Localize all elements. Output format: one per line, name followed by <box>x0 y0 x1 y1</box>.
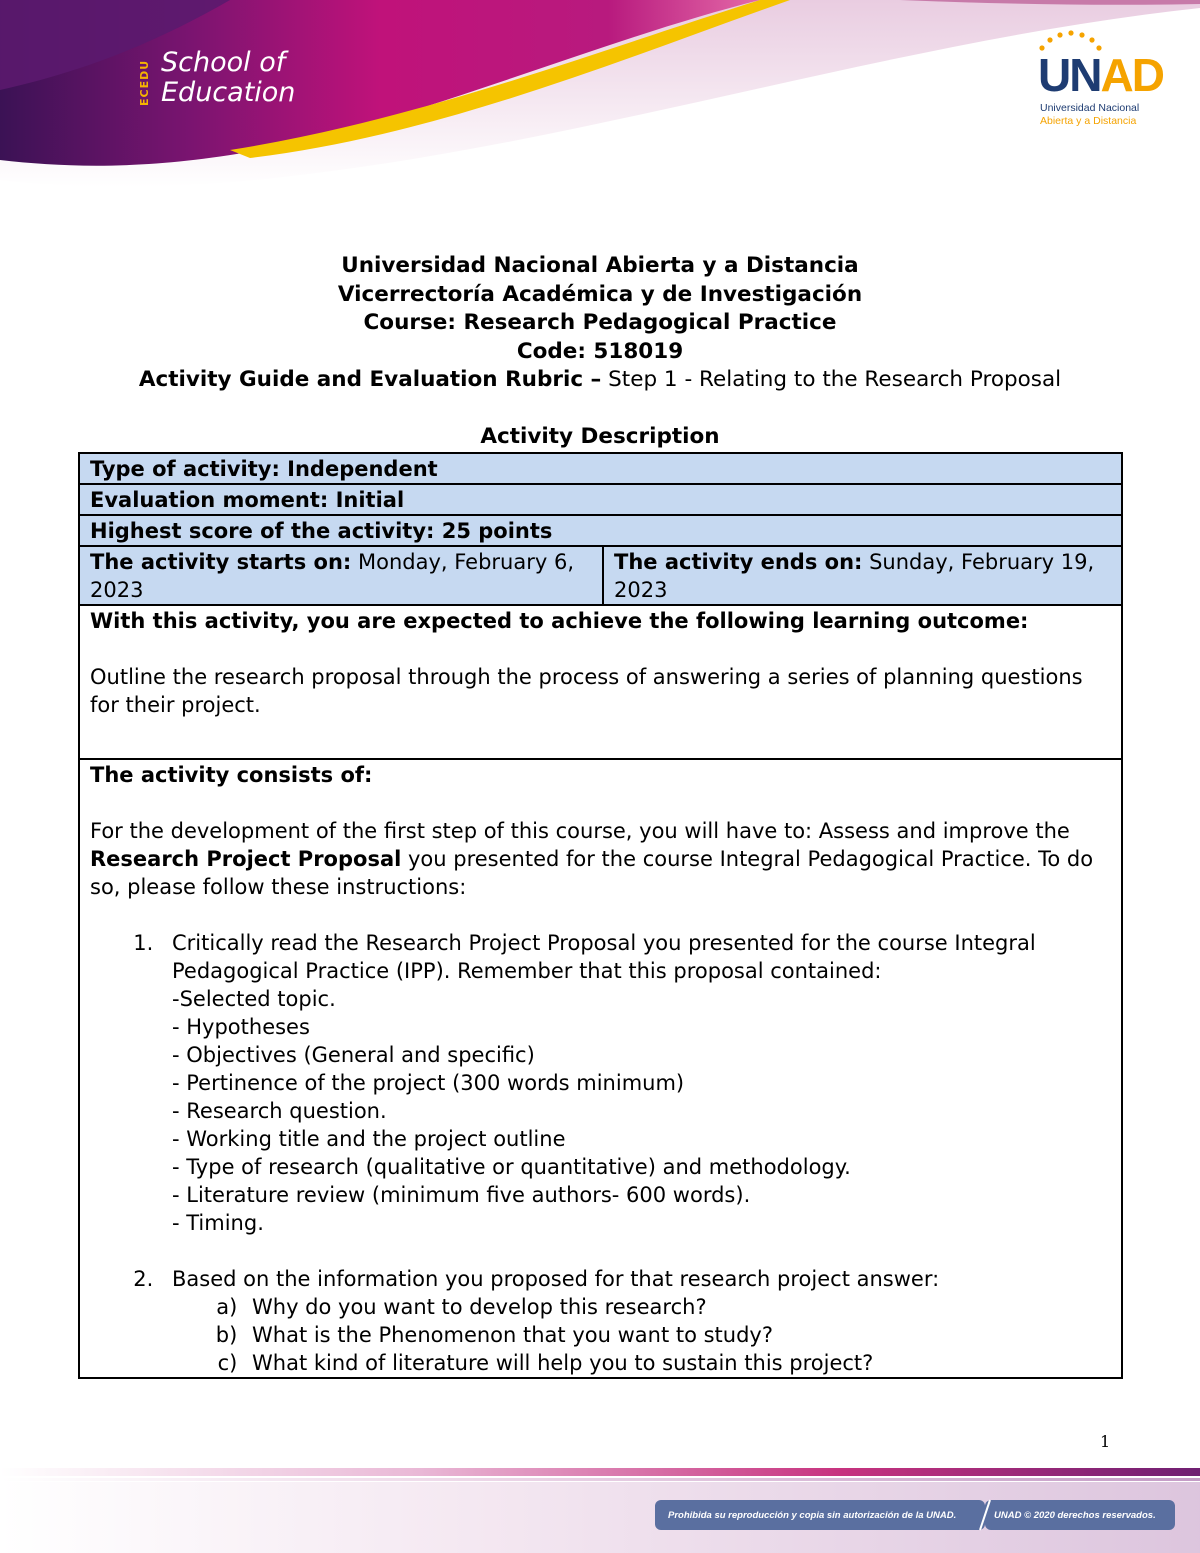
table-row <box>79 515 1122 546</box>
school-line-2: Education <box>161 77 296 108</box>
table-row <box>79 453 1122 484</box>
learning-outcome-text: Outline the research proposal through the process of answering a series of planning questions for their project. <box>90 665 1083 717</box>
page-number: 1 <box>1100 1432 1111 1451</box>
unad-subtitle-1: Universidad Nacional <box>1040 102 1140 114</box>
list-item: - Timing. <box>172 1211 264 1235</box>
university-name: Universidad Nacional Abierta y a Distancia <box>341 253 859 278</box>
learning-outcome-label: With this activity, you are expected to achieve the following learning outcome: <box>90 609 1029 633</box>
list-item: 1. Critically read the Research Project Proposal you presented for the course Integral Pedagogical Practice (IPP). Remember that this proposal contained: -Selected topic. - Hypotheses - Objectives (General and specific) - Pertinence of the project (300 words minimum) - Research question. - Working title and the project outline - Type of research (qualitative or quantitative) and methodology. - Literature review (minimum five authors- 600 words). - Timing. <box>160 929 1111 1265</box>
step2-sublist <box>172 1293 1111 1377</box>
document-header <box>0 252 1200 395</box>
list-item: - Working title and the project outline <box>172 1127 566 1151</box>
table-row <box>79 605 1122 759</box>
rights-notice: UNAD © 2020 derechos reservados. <box>994 1510 1156 1521</box>
activity-table <box>78 452 1123 1379</box>
consists-intro: For the development of the first step of this course, you will have to: Assess and improve the Research Project Proposal you presented for the course Integral Pedagogical Practice. To do so, please follow these instructions: <box>90 819 1094 899</box>
guide-title: Activity Guide and Evaluation Rubric – Step 1 - Relating to the Research Proposal <box>138 367 1062 393</box>
list-item: - Pertinence of the project (300 words minimum) <box>172 1071 685 1095</box>
highest-score: Highest score of the activity: 25 points <box>79 515 1122 546</box>
type-of-activity: Type of activity: Independent <box>79 453 1122 484</box>
activity-description-title: Activity Description <box>480 424 720 449</box>
vice-rectory: Vicerrectoría Académica y de Investigación <box>337 281 863 307</box>
copyright-notice: Prohibida su reproducción y copia sin autorización de la UNAD. <box>668 1510 957 1521</box>
evaluation-moment: Evaluation moment: Initial <box>79 484 1122 515</box>
ecedu-label: ECEDU <box>138 59 151 107</box>
list-item: - Objectives (General and specific) <box>172 1043 535 1067</box>
list-item: c. What kind of literature will help you to sustain this project? <box>244 1349 1111 1377</box>
table-row <box>79 546 1122 605</box>
list-item: -Selected topic. <box>172 987 336 1011</box>
list-item: a. Why do you want to develop this research? <box>244 1293 1111 1321</box>
step1-sublist <box>172 985 1111 1237</box>
course-code: Code: 518019 <box>516 338 684 364</box>
list-item: 2. Based on the information you proposed for that research project answer: a. Why do you want to develop this research? b. What is the Phenomenon that you want to study? c. What kind of literature will help you to sustain this project? <box>160 1265 1111 1377</box>
list-item: - Literature review (minimum five authors- 600 words). <box>172 1183 751 1207</box>
school-of-education-logo <box>138 48 295 118</box>
learning-outcome-cell <box>79 605 1122 759</box>
unad-wordmark: UNAD <box>1038 49 1163 101</box>
end-date-cell: The activity ends on: Sunday, February 19, 2023 <box>603 546 1122 605</box>
table-row <box>79 759 1122 1378</box>
school-line-1: School of <box>161 47 286 78</box>
list-item: - Hypotheses <box>172 1015 310 1039</box>
start-date-cell: The activity starts on: Monday, February 6, 2023 <box>79 546 603 605</box>
consists-label: The activity consists of: <box>90 763 373 787</box>
unad-subtitle-2: Abierta y a Distancia <box>1040 115 1137 127</box>
unad-logo <box>1034 30 1164 130</box>
activity-consists-cell <box>79 759 1122 1378</box>
school-of-education-text <box>161 48 295 108</box>
list-item: - Type of research (qualitative or quantitative) and methodology. <box>172 1155 851 1179</box>
course-name: Course: Research Pedagogical Practice <box>363 310 837 336</box>
table-row <box>79 484 1122 515</box>
list-item: b. What is the Phenomenon that you want to study? <box>244 1321 1111 1349</box>
instruction-list <box>90 929 1111 1377</box>
list-item: - Research question. <box>172 1099 387 1123</box>
